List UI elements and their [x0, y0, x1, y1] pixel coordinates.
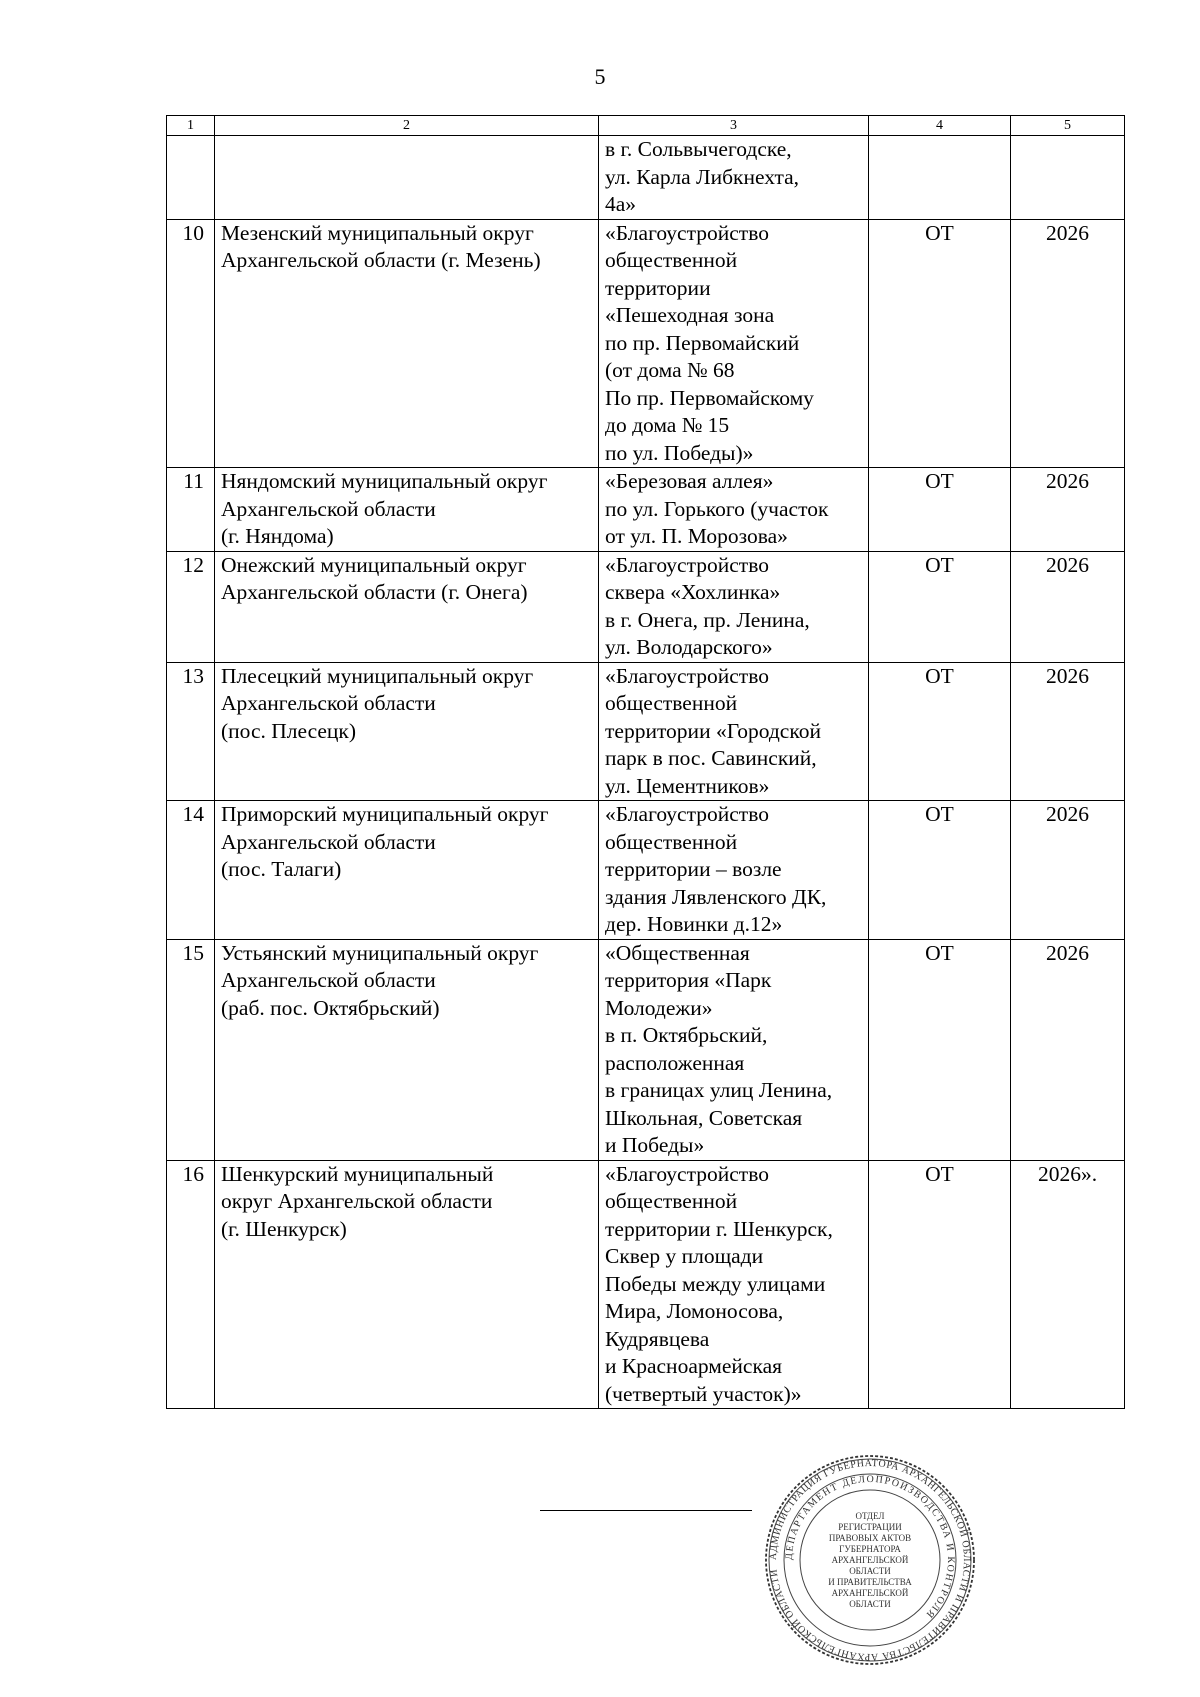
table-row [167, 939, 1125, 1160]
row-number-cell [167, 136, 215, 220]
cell-text-line: ул. Володарского» [605, 635, 773, 659]
type-cell: ОТ [869, 801, 1011, 940]
cell-text-line: сквера «Хохлинка» [605, 580, 781, 604]
stamp-center-line: РЕГИСТРАЦИИ [838, 1522, 902, 1532]
column-header: 4 [869, 116, 1011, 136]
stamp-center-line: АРХАНГЕЛЬСКОЙ [831, 1555, 909, 1565]
project-cell [599, 551, 869, 662]
column-header: 2 [215, 116, 599, 136]
cell-text-line: по ул. Победы)» [605, 440, 754, 465]
cell-text-line: округ Архангельской области [221, 1189, 493, 1213]
table-row [167, 662, 1125, 801]
row-number-cell: 16 [167, 1160, 215, 1409]
cell-text-line: Сквер у площади [605, 1244, 764, 1268]
table-header-row [167, 116, 1125, 136]
cell-text-line: в п. Октябрьский, [605, 1023, 768, 1047]
row-number-cell: 14 [167, 801, 215, 940]
cell-text-line: Архангельской области [221, 691, 436, 715]
cell-text-line: По пр. Первомайскому [605, 385, 814, 410]
projects-table [166, 115, 1125, 1409]
project-cell [599, 136, 869, 220]
row-number-cell: 10 [167, 219, 215, 468]
type-cell: ОТ [869, 468, 1011, 552]
type-cell: ОТ [869, 939, 1011, 1160]
column-header: 1 [167, 116, 215, 136]
cell-text-line: общественной [605, 1189, 738, 1213]
type-cell [869, 136, 1011, 220]
cell-text-line: (раб. пос. Октябрьский) [221, 995, 440, 1020]
cell-text-line: Архангельской области [221, 968, 436, 992]
year-cell: 2026 [1011, 468, 1125, 552]
cell-text-line: «Березовая аллея» [605, 469, 774, 493]
municipality-cell [215, 662, 599, 801]
cell-text-line: (г. Шенкурск) [221, 1216, 347, 1241]
cell-text-line: «Благоустройство [605, 552, 769, 577]
year-cell: 2026». [1011, 1160, 1125, 1409]
row-number-cell: 13 [167, 662, 215, 801]
stamp-inner-ring-text: ДЕПАРТАМЕНТ ДЕЛОПРОИЗВОДСТВА И КОНТРОЛЯ [783, 1473, 957, 1621]
cell-text-line: Архангельской области (г. Мезень) [221, 248, 541, 272]
type-cell: ОТ [869, 219, 1011, 468]
year-cell: 2026 [1011, 662, 1125, 801]
table-row [167, 219, 1125, 468]
cell-text-line: «Общественная [605, 940, 750, 965]
table-row [167, 468, 1125, 552]
row-number-cell: 12 [167, 551, 215, 662]
stamp-center-line: АРХАНГЕЛЬСКОЙ [831, 1588, 909, 1598]
municipality-cell [215, 219, 599, 468]
cell-text-line: территории «Городской [605, 718, 821, 743]
cell-text-line: «Благоустройство [605, 1161, 769, 1186]
cell-text-line: Мезенский муниципальный округ [221, 220, 534, 245]
cell-text-line: 4а» [605, 192, 637, 216]
cell-text-line: и Победы» [605, 1133, 705, 1157]
cell-text-line: общественной [605, 691, 738, 715]
project-cell [599, 1160, 869, 1409]
row-number-cell: 11 [167, 468, 215, 552]
municipality-cell [215, 939, 599, 1160]
cell-text-line: (пос. Плесецк) [221, 718, 357, 743]
municipality-cell [215, 136, 599, 220]
cell-text-line: Онежский муниципальный округ [221, 552, 527, 577]
cell-text-line: территории [605, 275, 711, 300]
stamp-center-line: ГУБЕРНАТОРА [839, 1544, 901, 1554]
table-row [167, 801, 1125, 940]
cell-text-line: «Благоустройство [605, 802, 769, 826]
cell-text-line: (от дома № 68 [605, 358, 735, 382]
cell-text-line: «Благоустройство [605, 220, 769, 245]
signature-line [540, 1510, 752, 1511]
table-row [167, 551, 1125, 662]
row-number-cell: 15 [167, 939, 215, 1160]
year-cell: 2026 [1011, 219, 1125, 468]
cell-text-line: по ул. Горького (участок [605, 496, 829, 521]
cell-text-line: (пос. Талаги) [221, 857, 342, 881]
cell-text-line: ул. Карла Либкнехта, [605, 164, 800, 189]
cell-text-line: Архангельской области (г. Онега) [221, 580, 528, 604]
cell-text-line: территории – возле [605, 857, 782, 881]
type-cell: ОТ [869, 662, 1011, 801]
stamp-center-line: ОБЛАСТИ [849, 1599, 891, 1609]
year-cell: 2026 [1011, 801, 1125, 940]
cell-text-line: до дома № 15 [605, 413, 730, 437]
cell-text-line: территории г. Шенкурск, [605, 1216, 833, 1241]
page-number: 5 [594, 64, 606, 89]
cell-text-line: от ул. П. Морозова» [605, 524, 788, 548]
cell-text-line: (четвертый участок)» [605, 1381, 802, 1406]
municipality-cell [215, 1160, 599, 1409]
project-cell [599, 219, 869, 468]
municipality-cell [215, 801, 599, 940]
table-row [167, 136, 1125, 220]
cell-text-line: по пр. Первомайский [605, 330, 800, 355]
cell-text-line: расположенная [605, 1050, 745, 1075]
stamp-center-line: ПРАВОВЫХ АКТОВ [828, 1533, 912, 1543]
cell-text-line: Мира, Ломоносова, [605, 1299, 784, 1323]
cell-text-line: Шенкурский муниципальный [221, 1161, 494, 1186]
cell-text-line: «Благоустройство [605, 663, 769, 688]
cell-text-line: ул. Цементников» [605, 773, 770, 798]
cell-text-line: Школьная, Советская [605, 1105, 803, 1130]
cell-text-line: (г. Няндома) [221, 524, 334, 548]
cell-text-line: Устьянский муниципальный округ [221, 940, 539, 965]
cell-text-line: Победы между улицами [605, 1271, 826, 1296]
cell-text-line: дер. Новинки д.12» [605, 912, 783, 936]
cell-text-line: «Пешеходная зона [605, 303, 775, 327]
cell-text-line: общественной [605, 248, 738, 272]
cell-text-line: Архангельской области [221, 496, 436, 521]
cell-text-line: в г. Онега, пр. Ленина, [605, 607, 810, 632]
cell-text-line: Плесецкий муниципальный округ [221, 663, 534, 688]
cell-text-line: Кудрявцева [605, 1326, 710, 1351]
official-stamp [760, 1450, 980, 1670]
column-header: 3 [599, 116, 869, 136]
cell-text-line: в г. Сольвычегодске, [605, 137, 792, 161]
municipality-cell [215, 468, 599, 552]
cell-text-line: здания Лявленского ДК, [605, 884, 827, 909]
cell-text-line: в границах улиц Ленина, [605, 1078, 833, 1102]
cell-text-line: парк в пос. Савинский, [605, 746, 817, 770]
cell-text-line: общественной [605, 829, 738, 854]
cell-text-line: Молодежи» [605, 995, 713, 1020]
project-cell [599, 662, 869, 801]
stamp-center-line: ОТДЕЛ [855, 1511, 885, 1521]
stamp-center-line: И ПРАВИТЕЛЬСТВА [828, 1577, 912, 1587]
cell-text-line: и Красноармейская [605, 1354, 783, 1378]
type-cell: ОТ [869, 551, 1011, 662]
cell-text-line: Приморский муниципальный округ [221, 802, 549, 826]
year-cell [1011, 136, 1125, 220]
stamp-center-line: ОБЛАСТИ [849, 1566, 891, 1576]
column-header: 5 [1011, 116, 1125, 136]
municipality-cell [215, 551, 599, 662]
type-cell: ОТ [869, 1160, 1011, 1409]
project-cell [599, 801, 869, 940]
year-cell: 2026 [1011, 551, 1125, 662]
project-cell [599, 939, 869, 1160]
cell-text-line: территория «Парк [605, 968, 772, 992]
stamp-ring-text: АДМИНИСТРАЦИЯ ГУБЕРНАТОРА АРХАНГЕЛЬСКОЙ ОБЛАСТИ И ПРАВИТЕЛЬСТВА АРХАНГЕЛЬСКОЙ ОБЛАСТИ [767, 1457, 973, 1663]
table-row [167, 1160, 1125, 1409]
year-cell: 2026 [1011, 939, 1125, 1160]
cell-text-line: Архангельской области [221, 829, 436, 854]
cell-text-line: Няндомский муниципальный округ [221, 469, 548, 493]
project-cell [599, 468, 869, 552]
